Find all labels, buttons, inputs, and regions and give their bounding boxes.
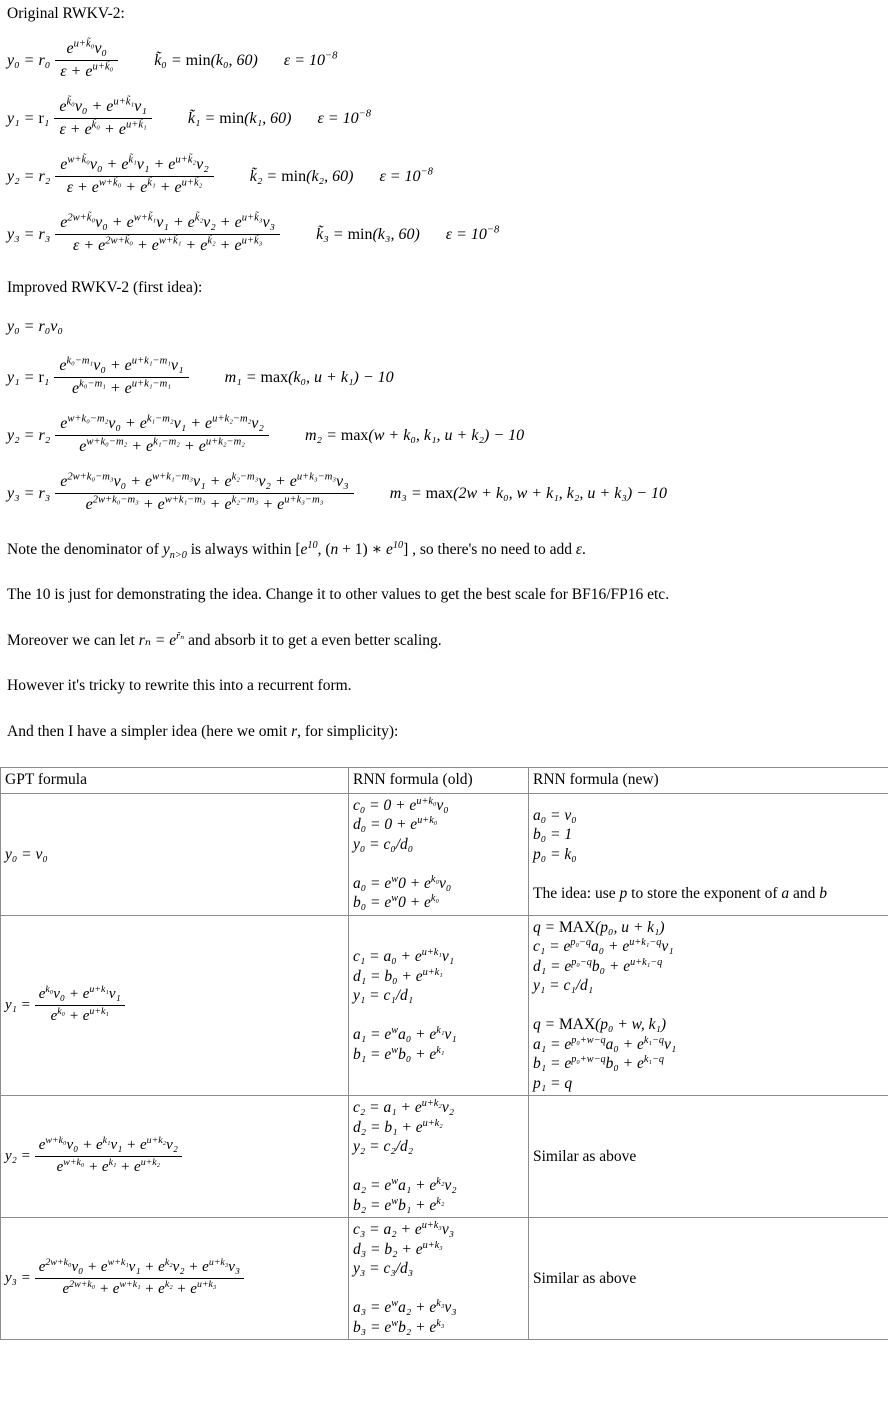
fraction-denominator: $e^{k_0} + e^{u+k_1}$ (50, 1006, 109, 1025)
formula-line: $b_1 = e^{p_0+w-q}b_0 + e^{k_1-q}$ (533, 1054, 664, 1073)
equation-lhs: y₃ = (5, 1270, 31, 1287)
fraction-numerator: $e^{w+k_0}v_0 + e^{k_1}v_1 + e^{u+k_2}v_2$ (35, 1137, 182, 1157)
fraction-denominator: $\varepsilon + e^{w+k̃_0} + e^{k̃_1} + e^{u+k̃_2}$ (66, 177, 203, 196)
formula-line: The idea: use p to store the exponent of a and b (533, 884, 828, 902)
formula-line: $a_0 = e^w0 + e^{k_0}v_0$ (353, 873, 452, 892)
formula-line (533, 996, 884, 1016)
column-header-gpt-formula: GPT formula (1, 767, 349, 793)
table-row-y1 (1, 915, 888, 1096)
equation-lhs: y₀ = r₀ (7, 51, 51, 69)
cell-rnn-new-y0 (529, 793, 888, 915)
cell-gpt-y2 (1, 1096, 349, 1218)
formula-line: $a_2 = e^wa_1 + e^{k_2}v_2$ (353, 1176, 457, 1195)
formula-line: $d_1 = b_0 + e^{u+k_1}$ (353, 966, 443, 985)
fraction-equation (5, 1259, 344, 1298)
fraction-equation (5, 986, 344, 1025)
formula-line: $b_2 = e^wb_1 + e^{k_2}$ (353, 1195, 445, 1214)
fraction (55, 415, 269, 456)
table-row-y3 (1, 1218, 888, 1340)
fraction (35, 1137, 182, 1176)
equation-condition: k̃₂ = min(k₂, 60) (249, 167, 354, 185)
formula-line: $c_0 = 0 + e^{u+k_0}v_0$ (353, 795, 449, 814)
fraction (55, 156, 214, 197)
table-row-y2 (1, 1096, 888, 1218)
fraction (55, 473, 353, 514)
cell-rnn-new-y2 (529, 1096, 888, 1218)
formula-line (353, 1006, 524, 1026)
equation-epsilon: $\varepsilon = 10^{-8}$ (283, 50, 338, 69)
equation-original-y0 (7, 40, 888, 81)
equation-condition: k̃₃ = min(k₃, 60) (316, 225, 420, 243)
document-page (0, 5, 888, 1340)
note-denominator-range: Note the denominator of $y_{n>0}$ is always within [$e^{10}$, (n + 1) ∗ $e^{10}$] , so there's no need to add ε. (7, 539, 586, 562)
formula-line (353, 1157, 524, 1177)
cell-gpt-y3 (1, 1218, 349, 1340)
formula-line: y₁ = c₁/d₁ (353, 987, 414, 1005)
equation-condition: k̃₀ = min(k₀, 60) (154, 51, 258, 69)
cell-rnn-new-y1 (529, 915, 888, 1096)
fraction-denominator: $\varepsilon + e^{2w+k̃_0} + e^{w+k̃_1} + e^{k̃_2} + e^{u+k̃_3}$ (73, 235, 263, 254)
fraction-denominator: $\varepsilon + e^{u+k̃_0}$ (60, 61, 114, 80)
cell-rnn-new-y3 (529, 1218, 888, 1340)
cell-rnn-old-y0 (349, 793, 529, 915)
formula-line: $d_3 = b_2 + e^{u+k_3}$ (353, 1239, 443, 1258)
column-header-rnn-formula-old: RNN formula (old) (349, 767, 529, 793)
fraction (55, 40, 118, 81)
formula-line: y₂ = c₂/d₂ (353, 1138, 414, 1156)
note-simpler-idea: And then I have a simpler idea (here we omit r, for simplicity): (7, 722, 399, 740)
cell-gpt-y0 (1, 793, 349, 915)
fraction (55, 214, 280, 255)
equation-epsilon: $\varepsilon = 10^{-8}$ (379, 166, 433, 185)
note-scale-bf16: The 10 is just for demonstrating the idea. Change it to other values to get the best scale for BF16/FP16 etc. (7, 586, 670, 604)
formula-line: $b_3 = e^wb_2 + e^{k_3}$ (353, 1317, 445, 1336)
formula-line: Similar as above (533, 1148, 637, 1166)
equation-improved-y3 (7, 473, 888, 514)
formula-line: y₀ = v₀ (5, 845, 48, 863)
formula-line: $d_1 = e^{p_0-q}b_0 + e^{u+k_1-q}$ (533, 956, 663, 975)
equation-epsilon: $\varepsilon = 10^{-8}$ (445, 224, 500, 243)
fraction-numerator: $e^{k_0-m_1}v_0 + e^{u+k_1-m_1}v_1$ (54, 357, 188, 378)
fraction (35, 986, 125, 1025)
formula-line: q = MAX(p₀ + w, k₁) (533, 1016, 667, 1034)
fraction (54, 357, 188, 398)
fraction (35, 1259, 244, 1298)
fraction-numerator: $e^{2w+k_0}v_0 + e^{w+k_1}v_1 + e^{k_2}v_2 + e^{u+k_3}v_3$ (35, 1259, 244, 1279)
formula-line: $a_1 = e^{p_0+w-q}a_0 + e^{k_1-q}v_1$ (533, 1034, 677, 1053)
formula-line: $d_2 = b_1 + e^{u+k_2}$ (353, 1117, 443, 1136)
formula-line: $c_1 = e^{p_0-q}a_0 + e^{u+k_1-q}v_1$ (533, 937, 674, 956)
formula-line: b₀ = 1 (533, 826, 573, 844)
note-absorb-r: Moreover we can let $r_n = e^{r̃_n}$ and absorb it to get a even better scaling. (7, 630, 442, 649)
formula-line: q = MAX(p₀, u + k₁) (533, 918, 665, 936)
equation-condition: k̃₁ = min(k₁, 60) (187, 109, 292, 127)
fraction-numerator: $e^{w+k_0-m_2}v_0 + e^{k_1-m_2}v_1 + e^{u+k_2-m_2}v_2$ (55, 415, 269, 436)
fraction-numerator: $e^{k̃_0}v_0 + e^{u+k̃_1}v_1$ (54, 98, 151, 119)
equation-lhs: y₁ = (5, 997, 31, 1014)
equation-lhs: y₂ = r₂ (7, 167, 51, 185)
formula-line: $c_2 = a_1 + e^{u+k_2}v_2$ (353, 1098, 455, 1117)
formula-line: $d_0 = 0 + e^{u+k_0}$ (353, 815, 438, 834)
formula-line: $a_3 = e^wa_2 + e^{k_3}v_3$ (353, 1298, 457, 1317)
equation-lhs: y₁ = r₁ (7, 368, 50, 386)
section-heading-improved: Improved RWKV-2 (first idea): (7, 279, 203, 296)
fraction-numerator: $e^{w+k̃_0}v_0 + e^{k̃_1}v_1 + e^{u+k̃_2}v_2$ (55, 156, 214, 177)
comparison-table (0, 767, 888, 1341)
equation-original-y3 (7, 214, 888, 255)
equation-improved-y1 (7, 357, 888, 398)
equation-improved-y2 (7, 415, 888, 456)
formula-line (533, 864, 884, 884)
formula-line (353, 854, 524, 874)
fraction-denominator: $e^{w+k_0} + e^{k_1} + e^{u+k_2}$ (56, 1157, 161, 1176)
formula-line: $a_1 = e^wa_0 + e^{k_1}v_1$ (353, 1024, 457, 1044)
formula-line: y₃ = c₃/d₃ (353, 1260, 414, 1278)
equation-improved-y0: y₀ = r₀v₀ (7, 318, 63, 335)
equation-condition: m₃ = max(2w + k₀, w + k₁, k₂, u + k₃) − 10 (389, 484, 668, 502)
cell-rnn-old-y3 (349, 1218, 529, 1340)
fraction-denominator: $e^{k_0-m_1} + e^{u+k_1-m_1}$ (72, 378, 171, 397)
table-row-y0 (1, 793, 888, 915)
formula-line: p₀ = k₀ (533, 845, 577, 863)
equation-original-y1 (7, 98, 888, 139)
fraction-numerator: $e^{u+k̃_0}v_0$ (55, 40, 118, 61)
equation-original-y2 (7, 156, 888, 197)
cell-rnn-old-y1 (349, 915, 529, 1096)
formula-line: $c_1 = a_0 + e^{u+k_1}v_1$ (353, 946, 455, 966)
equation-epsilon: $\varepsilon = 10^{-8}$ (317, 108, 371, 127)
formula-line: p₁ = q (533, 1074, 573, 1092)
equation-lhs: y₂ = r₂ (7, 426, 51, 444)
fraction-numerator: $e^{2w+k_0-m_3}v_0 + e^{w+k_1-m_3}v_1 + e^{k_2-m_3}v_2 + e^{u+k_3-m_3}v_3$ (55, 473, 353, 494)
fraction-denominator: $e^{2w+k_0-m_3} + e^{w+k_1-m_3} + e^{k_2-m_3} + e^{u+k_3-m_3}$ (85, 494, 324, 513)
fraction-numerator: $e^{2w+k̃_0}v_0 + e^{w+k̃_1}v_1 + e^{k̃_2}v_2 + e^{u+k̃_3}v_3$ (55, 214, 280, 235)
column-header-rnn-formula-new: RNN formula (new) (529, 767, 888, 793)
cell-gpt-y1 (1, 915, 349, 1096)
section-heading-original: Original RWKV-2: (7, 5, 125, 22)
equation-condition: m₂ = max(w + k₀, k₁, u + k₂) − 10 (304, 426, 525, 444)
formula-line: $b_1 = e^wb_0 + e^{k_1}$ (353, 1044, 445, 1063)
formula-line (353, 1279, 524, 1299)
formula-line: Similar as above (533, 1270, 637, 1288)
formula-line: y₁ = c₁/d₁ (533, 977, 594, 995)
equation-lhs: y₃ = r₃ (7, 484, 51, 502)
formula-line: y₀ = c₀/d₀ (353, 835, 414, 853)
formula-line: $b_0 = e^w0 + e^{k_0}$ (353, 893, 439, 912)
fraction-denominator: $e^{2w+k_0} + e^{w+k_1} + e^{k_2} + e^{u+k_3}$ (62, 1279, 217, 1298)
equation-lhs: y₂ = (5, 1148, 31, 1165)
cell-rnn-old-y2 (349, 1096, 529, 1218)
equation-lhs: y₁ = r₁ (7, 109, 50, 127)
fraction-equation (5, 1137, 344, 1176)
note-recurrent-form: However it's tricky to rewrite this into a recurrent form. (7, 677, 352, 695)
fraction-denominator: $e^{w+k_0-m_2} + e^{k_1-m_2} + e^{u+k_2-m_2}$ (79, 436, 245, 455)
table-header-row (1, 767, 888, 793)
fraction (54, 98, 151, 139)
equation-lhs: y₃ = r₃ (7, 225, 51, 243)
equation-condition: m₁ = max(k₀, u + k₁) − 10 (224, 368, 394, 386)
fraction-numerator: $e^{k_0}v_0 + e^{u+k_1}v_1$ (35, 986, 125, 1006)
fraction-denominator: $\varepsilon + e^{k̃_0} + e^{u+k̃_1}$ (59, 119, 147, 138)
formula-line: $c_3 = a_2 + e^{u+k_3}v_3$ (353, 1220, 455, 1239)
formula-line: a₀ = v₀ (533, 806, 577, 824)
